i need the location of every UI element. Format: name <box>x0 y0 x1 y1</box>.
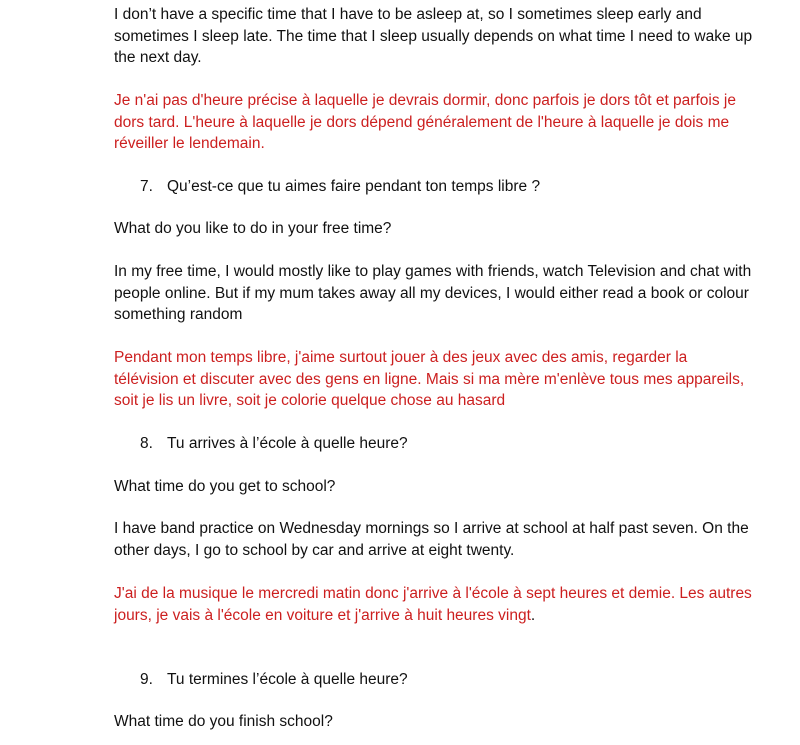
answer-paragraph-french-8-text: J'ai de la musique le mercredi matin donc j'arrive à l'école à sept heures et demie. Les autres jours, je vais à l'école en voiture et j'arrive à huit heures vingt <box>114 585 752 624</box>
answer-paragraph-french-7: Pendant mon temps libre, j'aime surtout jouer à des jeux avec des amis, regarder la télévision et discuter avec des gens en ligne. Mais si ma mère m'enlève tous mes appareils, soit je lis un livre, soit je colorie quelque chose au hasard <box>114 349 745 409</box>
question-8-number: 8. <box>140 435 153 452</box>
answer-paragraph-english-7: In my free time, I would mostly like to play games with friends, watch Television and chat with people online. But if my mum takes away all my devices, I would either read a book or colour something random <box>114 263 752 323</box>
question-9-translation: What time do you finish school? <box>114 713 333 730</box>
question-9-text: Tu termines l’école à quelle heure? <box>167 671 408 688</box>
question-8-text: Tu arrives à l’école à quelle heure? <box>167 435 408 452</box>
question-9-number: 9. <box>140 671 153 688</box>
answer-paragraph-english-6: I don’t have a specific time that I have to be asleep at, so I sometimes sleep early and sometimes I sleep late. The time that I sleep usually depends on what time I need to wake up the next day. <box>114 6 753 66</box>
question-7-number: 7. <box>140 178 153 195</box>
answer-paragraph-english-8: I have band practice on Wednesday mornings so I arrive at school at half past seven. On the other days, I go to school by car and arrive at eight twenty. <box>114 520 749 559</box>
question-8 <box>140 433 408 455</box>
question-8-translation: What time do you get to school? <box>114 478 336 495</box>
answer-paragraph-french-6: Je n'ai pas d'heure précise à laquelle je devrais dormir, donc parfois je dors tôt et parfois je dors tard. L'heure à laquelle je dors dépend généralement de l'heure à laquelle je dois me réveiller le lendemain. <box>114 92 736 152</box>
question-7 <box>140 176 540 198</box>
answer-paragraph-french-8 <box>114 583 754 626</box>
question-7-translation: What do you like to do in your free time? <box>114 220 392 237</box>
question-9 <box>140 669 408 691</box>
answer-paragraph-french-8-period: . <box>530 606 536 624</box>
question-7-text: Qu’est-ce que tu aimes faire pendant ton temps libre ? <box>167 178 541 195</box>
